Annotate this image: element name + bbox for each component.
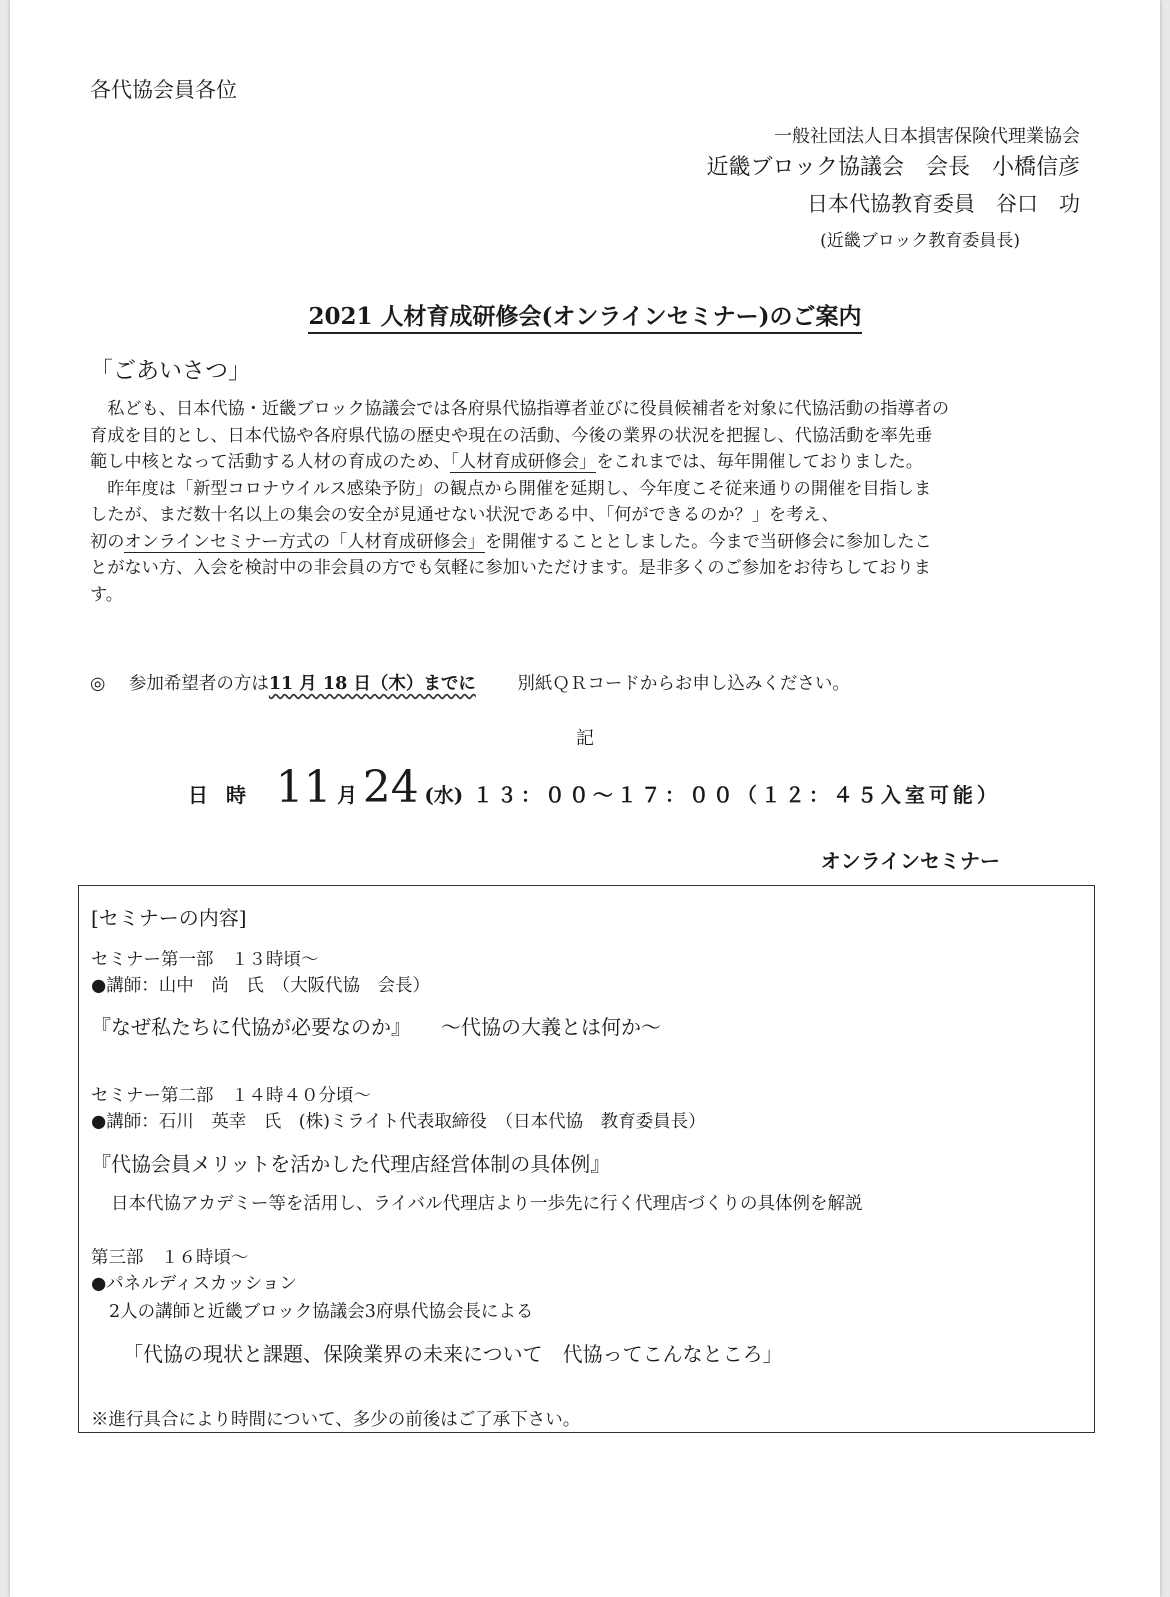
schedule-weekday: (水) (424, 783, 464, 807)
greeting-body (90, 396, 1080, 608)
greeting-line: す。 (90, 584, 123, 605)
greeting-text: をこれまでは、毎年開催しておりました。 (596, 452, 923, 472)
part2-title: セミナー第二部 １４時４０分頃～ (91, 1086, 371, 1106)
greeting-text: 範し中核となって活動する人材の育成のため、 (90, 452, 451, 472)
sender-organization: 一般社団法人日本損害保険代理業協会 (774, 126, 1080, 147)
part2-topic: 『代協会員メリットを活かした代理店経営体制の具体例』 (91, 1152, 611, 1176)
part1-speaker: ●講師：山中 尚 氏 （大阪代協 会長） (91, 976, 431, 996)
addressee: 各代協会員各位 (90, 78, 237, 102)
part3-item: ●パネルディスカッション (91, 1274, 297, 1294)
part3-description: 2人の講師と近畿ブロック協議会3府県代協会長による (109, 1302, 534, 1322)
part1-topic: 『なぜ私たちに代協が必要なのか』 ～代協の大義とは何か～ (91, 1015, 661, 1039)
underlined-event-name: 「人材育成研修会」 (450, 452, 597, 472)
greeting-line: 私ども、日本代協・近畿ブロック協議会では各府県代協指導者並びに役員候補者を対象に代協活動の指導者の (90, 399, 950, 419)
application-notice (90, 670, 850, 695)
greeting-line (90, 529, 1080, 556)
schedule-label: 日時 (188, 783, 264, 807)
greeting-heading: 「ごあいさつ」 (90, 358, 251, 384)
underlined-online-format: オンラインセミナー方式の「人材育成研修会」 (124, 531, 485, 552)
seminar-format: オンラインセミナー (820, 849, 1000, 873)
greeting-line: 育成を目的とし、日本代協や各府県代協の歴史や現在の活動、今後の業界の状況を把握し、代協活動を率先垂 (90, 425, 933, 446)
document-title (10, 298, 1160, 331)
sender-chair: 近畿ブロック協議会 会長 小橋信彦 (706, 155, 1080, 180)
double-circle-mark: ◎ (90, 674, 106, 694)
document-title-text: 2021 人材育成研修会(オンラインセミナー)のご案内 (308, 303, 861, 334)
schedule-day: 24 (362, 762, 419, 813)
sender-education: 日本代協教育委員 谷口 功 (807, 192, 1080, 216)
schedule-month: 11 (275, 762, 332, 813)
schedule-month-unit: 月 (337, 783, 358, 807)
part2-description: 日本代協アカデミー等を活用し、ライバル代理店より一歩先に行く代理店づくりの具体例を解説 (111, 1194, 863, 1214)
part2-speaker: ●講師：石川 英幸 氏 (株)ミライト代表取締役 （日本代協 教育委員長） (91, 1112, 706, 1132)
schedule-line (188, 762, 1001, 813)
ki-mark: 記 (576, 728, 594, 749)
part3-title: 第三部 １６時頃～ (91, 1248, 249, 1268)
schedule-time: １３：００～１７：００（１２：４５入室可能） (472, 783, 1001, 807)
greeting-line: とがない方、入会を検討中の非会員の方でも気軽に参加いただけます。是非多くのご参加をお待ちしておりま (90, 558, 931, 578)
greeting-text: を開催することとしました。今まで当研修会に参加したこ (484, 531, 932, 552)
apply-instruction: 別紙ＱＲコードからお申し込みください。 (517, 674, 850, 694)
sender-education-sub: (近畿ブロック教育委員長) (820, 231, 1020, 251)
timing-note: ※進行具合により時間について、多少の前後はご了承下さい。 (91, 1410, 581, 1430)
seminar-content-box (78, 885, 1095, 1433)
greeting-line (90, 449, 1080, 476)
seminar-heading: [セミナーの内容] (91, 906, 247, 930)
apply-deadline: 11 月 18 日（木）までに (268, 674, 476, 694)
greeting-line: したが、まだ数十名以上の集会の安全が見通せない状況である中、「何ができるのか？」を考え、 (90, 505, 839, 525)
greeting-line: 昨年度は「新型コロナウイルス感染予防」の観点から開催を延期し、今年度こそ従来通りの開催を目指しま (90, 478, 932, 499)
apply-lead: 参加希望者の方は (128, 674, 269, 694)
part3-topic: 「代協の現状と課題、保険業界の未来について 代協ってこんなところ」 (123, 1342, 783, 1366)
greeting-text: 初の (90, 531, 125, 552)
document-page (10, 0, 1160, 1597)
part1-title: セミナー第一部 １３時頃～ (91, 950, 319, 970)
